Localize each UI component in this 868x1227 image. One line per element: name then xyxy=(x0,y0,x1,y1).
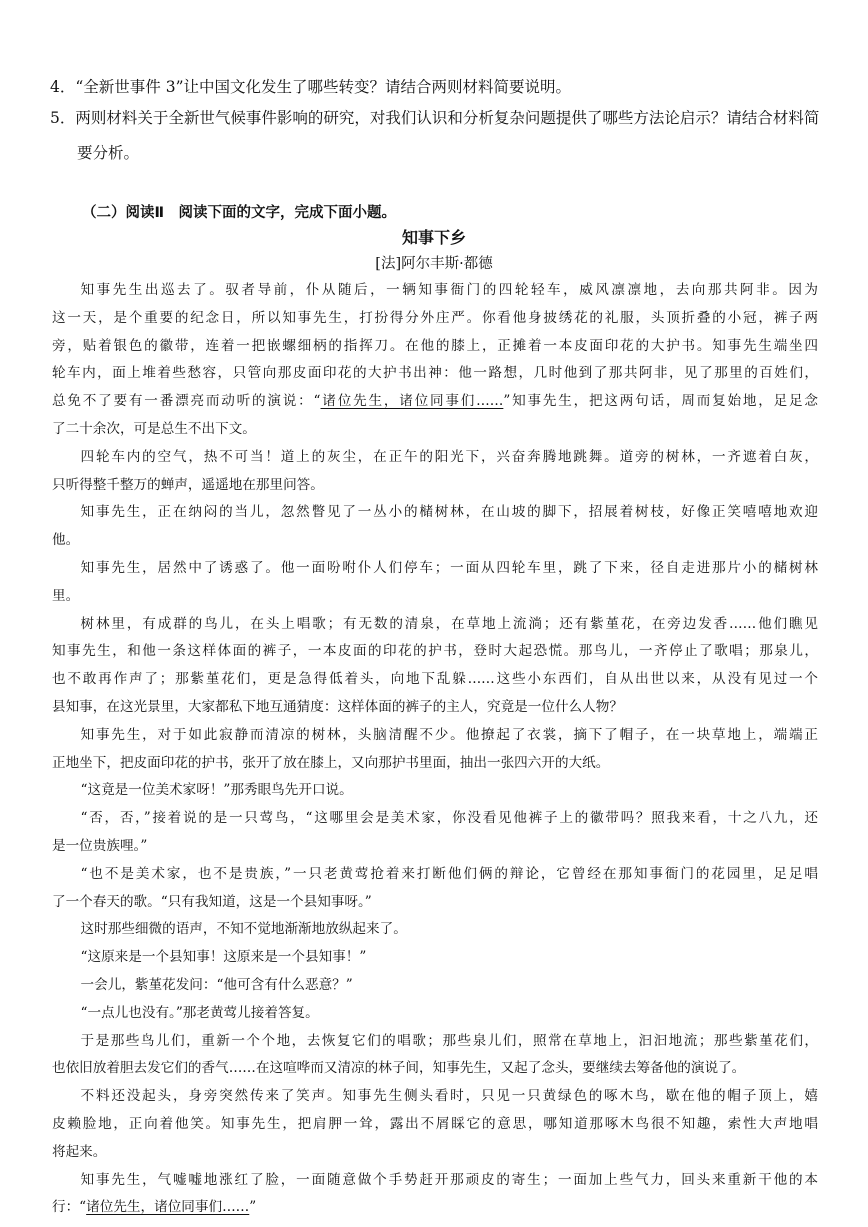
paragraph-line: 里。 xyxy=(52,587,80,604)
paragraph: 知事先生，正在纳闷的当儿，忽然瞥见了一丛小的槠树林，在山坡的脚下，招展着树枝，好像正笑嘻嘻地欢迎 xyxy=(80,504,818,521)
paragraph-line: 正地坐下，把皮面印花的护书，张开了放在膝上，又向那护书里面，抽出一张四六开的大纸。 xyxy=(52,754,610,771)
paragraph: 知事先生，居然中了诱惑了。他一面吩咐仆人们停车；一面从四轮车里，跳了下来，径自走进那片小的槠树林 xyxy=(80,559,818,576)
paragraph-line: 县知事，在这光景里，大家都私下地互通猜度：这样体面的裤子的主人，究竟是一位什么人物？ xyxy=(52,698,623,715)
paragraph: 知事先生出巡去了。驭者导前，仆从随后，一辆知事衙门的四轮轻车，威风凛凛地，去向那共阿非。因为 xyxy=(80,282,818,298)
paragraph-line: 皮赖脸地，正向着他笑。知事先生，把肩胛一耸，露出不屑睬它的意思，哪知道那啄木鸟很不知趣，索性大声地唱 xyxy=(52,1115,818,1132)
paragraph: “这原来是一个县知事！这原来是一个县知事！” xyxy=(80,949,367,966)
underlined-quote: 诸位先生，诸位同事们…… xyxy=(86,1199,250,1216)
paragraph-line: 只听得整千整万的蝉声，遥遥地在那里问答。 xyxy=(52,476,324,493)
paragraph-line: 行：“诸位先生，诸位同事们……” xyxy=(52,1199,257,1216)
paragraph: 四轮车内的空气，热不可当！道上的灰尘，在正午的阳光下，兴奋奔腾地跳舞。道旁的树林，一齐遮着白灰， xyxy=(80,448,818,465)
paragraph: “也不是美术家，也不是贵族，”一只老黄莺抢着来打断他们俩的辩论，它曾经在那知事衙门的花园里，足足唱 xyxy=(80,865,818,882)
paragraph: “否，否，”接着说的是一只莺鸟，“这哪里会是美术家，你没看见他裤子上的徽带吗？照我来看，十之八九，还 xyxy=(80,810,818,827)
paragraph: 知事先生，气嘘嘘地涨红了脸，一面随意做个手势赶开那顽皮的寄生；一面加上些气力，回头来重新干他的本 xyxy=(80,1171,818,1188)
story-author: [法]阿尔丰斯·都德 xyxy=(375,256,493,272)
paragraph-line: 了二十余次，可是总生不出下文。 xyxy=(52,420,256,437)
paragraph: “一点儿也没有。”那老黄莺儿接着答复。 xyxy=(80,1004,319,1021)
paragraph-line: 总免不了要有一番漂亮而动听的演说：“诸位先生，诸位同事们……”知事先生，把这两句话，周而复始地，足足念 xyxy=(52,393,819,410)
paragraph: 一会儿，紫堇花发问：“他可含有什么恶意？” xyxy=(80,976,353,993)
paragraph: 知事先生，对于如此寂静而清凉的树林，头脑清醒不少。他撩起了衣裳，摘下了帽子，在一块草地上，端端正 xyxy=(80,726,818,743)
paragraph-line: 旁，贴着银色的徽带，连着一把嵌螺细柄的指挥刀。在他的膝上，正摊着一本皮面印花的大护书。知事先生端坐四 xyxy=(52,337,818,354)
paragraph: 树林里，有成群的鸟儿，在头上唱歌；有无数的清泉，在草地上流淌；还有紫堇花，在旁边发香……他们瞧见 xyxy=(80,615,818,632)
paragraph-line: 也不敢再作声了；那紫堇花们，更是急得低着头，向地下乱躲……这些小东西们，自从出世以来，从没有见过一个 xyxy=(52,671,818,688)
paragraph: 这时那些细微的语声，不知不觉地渐渐地放纵起来了。 xyxy=(80,921,407,938)
paragraph-line: 这一天，是个重要的纪念日，所以知事先生，打扮得分外庄严。你看他身披绣花的礼服，头顶折叠的小冠，裤子两 xyxy=(52,309,818,326)
paragraph-line: 是一位贵族哩。” xyxy=(52,837,148,854)
underlined-quote: 诸位先生，诸位同事们…… xyxy=(320,393,504,410)
paragraph-line: 了一个春天的歌。“只有我知道，这是一个县知事呀。” xyxy=(52,893,372,910)
paragraph-line: 将起来。 xyxy=(52,1143,107,1160)
story-body xyxy=(52,277,818,1222)
paragraph: “这竟是一位美术家呀！”那秀眼鸟先开口说。 xyxy=(80,782,353,799)
paragraph: 于是那些鸟儿们，重新一个个地，去恢复它们的唱歌；那些泉儿们，照常在草地上，汩汩地流；那些紫堇花们， xyxy=(80,1032,818,1049)
section-heading: （二）阅读Ⅱ 阅读下面的文字，完成下面小题。 xyxy=(82,205,397,221)
question-5: 5．两则材料关于全新世气候事件影响的研究，对我们认识和分析复杂问题提供了哪些方法论启示？请结合材料简 xyxy=(50,109,820,127)
paragraph-line: 知事先生，和他一条这样体面的裤子，一本皮面的印花的护书，登时大起恐慌。那鸟儿，一齐停止了歌唱；那泉儿， xyxy=(52,643,818,660)
question-5-continuation: 要分析。 xyxy=(77,144,140,162)
paragraph-line: 他。 xyxy=(52,532,80,549)
paragraph: 不料还没起头，身旁突然传来了笑声。知事先生侧头看时，只见一只黄绿色的啄木鸟，歇在他的帽子顶上，嬉 xyxy=(80,1088,818,1105)
paragraph-line: 轮车内，面上堆着些愁容，只管向那皮面印花的大护书出神：他一路想，几时他到了那共阿非，见了那里的百姓们， xyxy=(52,365,818,382)
question-4: 4．“全新世事件 3”让中国文化发生了哪些转变？请结合两则材料简要说明。 xyxy=(50,78,572,96)
story-title: 知事下乡 xyxy=(401,228,466,247)
paragraph-line: 也依旧放着胆去发它们的香气……在这喧哗而又清凉的林子间，知事先生，又起了念头，要继续去筹备他的演说了。 xyxy=(52,1060,746,1077)
